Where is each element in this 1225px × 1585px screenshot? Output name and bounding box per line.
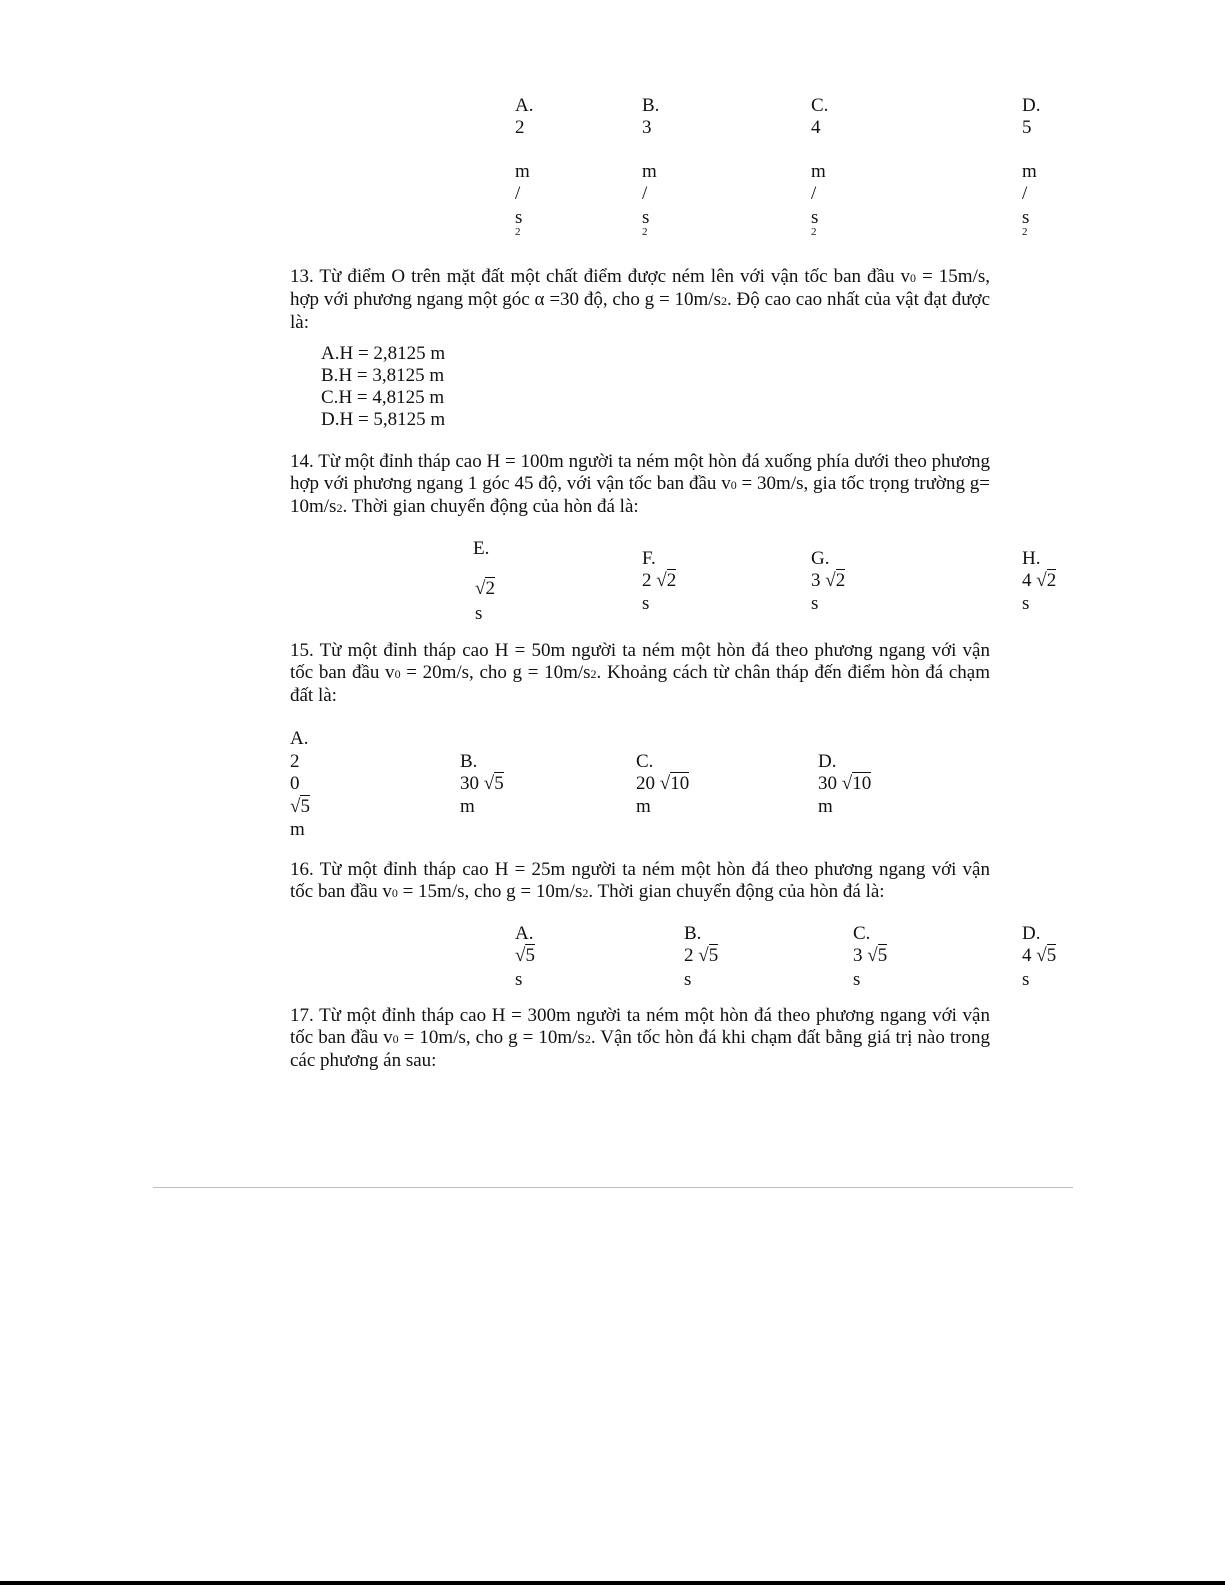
sqrt-icon: √	[1036, 570, 1047, 591]
page-divider	[153, 1187, 1073, 1188]
q13-option-c: C.H = 4,8125 m	[321, 387, 445, 408]
q14-e-letter: E.	[473, 538, 490, 559]
q14-h-value: 4 √2	[1022, 570, 1057, 591]
q16-b-value: 2 √5	[684, 945, 719, 966]
sqrt-icon: √	[656, 570, 667, 591]
q15-b-letter: B.	[460, 751, 478, 772]
q16-c-letter: C.	[853, 923, 871, 944]
q15-b-value: 30 √5	[460, 773, 504, 794]
q15-d-unit: m	[818, 796, 833, 817]
q12-a-unit-m: m	[515, 161, 530, 182]
q15-a-digit-1: 2	[290, 751, 300, 772]
q12-d-unit-m: m	[1022, 161, 1037, 182]
q14-e-unit: s	[475, 603, 483, 624]
q12-d-unit-s: s	[1022, 207, 1030, 228]
sqrt-icon: √	[515, 945, 526, 966]
q15-c-value: 20 √10	[636, 773, 690, 794]
q13-option-b: B.H = 3,8125 m	[321, 365, 445, 386]
sqrt-icon: √	[825, 570, 836, 591]
q12-c-letter: C.	[811, 95, 829, 116]
q12-a-unit-exp: 2	[515, 226, 521, 238]
q16-d-value: 4 √5	[1022, 945, 1057, 966]
sqrt-icon: √	[698, 945, 709, 966]
q15-c-unit: m	[636, 796, 651, 817]
q12-b-letter: B.	[642, 95, 660, 116]
q12-b-unit-slash: /	[642, 183, 648, 204]
q14-g-letter: G.	[811, 548, 830, 569]
page-bottom-border	[0, 1581, 1225, 1585]
q16-stem: 16. Từ một đỉnh tháp cao H = 25m người ta ném một hòn đá theo phương ngang với vận tốc ban đầu v0 = 15m/s, cho g = 10m/s2. Thời gian chuyển động của hòn đá là:	[290, 859, 990, 902]
q14-g-unit: s	[811, 593, 819, 614]
q12-d-unit-slash: /	[1022, 183, 1028, 204]
q12-d-unit-exp: 2	[1022, 226, 1028, 238]
q17-stem: 17. Từ một đỉnh tháp cao H = 300m người ta ném một hòn đá theo phương ngang với vận tốc ban đầu v0 = 10m/s, cho g = 10m/s2. Vận tốc hòn đá khi chạm đất bằng giá trị nào trong các phương án sau:	[290, 1005, 990, 1071]
sqrt-icon: √	[475, 578, 486, 599]
q14-e-value: √2	[475, 578, 495, 599]
q12-b-unit-m: m	[642, 161, 657, 182]
q12-d-value: 5	[1022, 117, 1032, 138]
q12-a-value: 2	[515, 117, 525, 138]
q14-stem: 14. Từ một đỉnh tháp cao H = 100m người ta ném một hòn đá xuống phía dưới theo phương hợp với phương ngang 1 góc 45 độ, với vận tốc ban đầu v0 = 30m/s, gia tốc trọng trường g= 10m/s2. Thời gian chuyển động của hòn đá là:	[290, 451, 990, 517]
q12-c-unit-exp: 2	[811, 226, 817, 238]
q14-f-unit: s	[642, 593, 650, 614]
q15-a-letter: A.	[290, 728, 309, 749]
sqrt-icon: √	[867, 945, 878, 966]
q15-a-root: √5	[290, 796, 310, 817]
q12-a-unit-s: s	[515, 207, 523, 228]
sqrt-icon: √	[290, 796, 301, 817]
q15-a-digit-2: 0	[290, 773, 300, 794]
q14-g-value: 3 √2	[811, 570, 846, 591]
q16-b-letter: B.	[684, 923, 702, 944]
q15-d-value: 30 √10	[818, 773, 872, 794]
q16-a-unit: s	[515, 969, 523, 990]
q14-f-value: 2 √2	[642, 570, 677, 591]
q12-b-unit-s: s	[642, 207, 650, 228]
q15-stem: 15. Từ một đỉnh tháp cao H = 50m người ta ném một hòn đá theo phương ngang với vận tốc ban đầu v0 = 20m/s, cho g = 10m/s2. Khoảng cách từ chân tháp đến điểm hòn đá chạm đất là:	[290, 640, 990, 706]
sqrt-icon: √	[841, 773, 853, 794]
q15-b-unit: m	[460, 796, 475, 817]
q14-h-unit: s	[1022, 593, 1030, 614]
q16-c-value: 3 √5	[853, 945, 888, 966]
q12-a-unit-slash: /	[515, 183, 521, 204]
q16-c-unit: s	[853, 969, 861, 990]
q16-d-unit: s	[1022, 969, 1030, 990]
q12-b-unit-exp: 2	[642, 226, 648, 238]
q14-f-letter: F.	[642, 548, 656, 569]
q13-stem: 13. Từ điểm O trên mặt đất một chất điểm được ném lên với vận tốc ban đầu v0 = 15m/s, hợp với phương ngang một góc α =30 độ, cho g = 10m/s2. Độ cao cao nhất của vật đạt được là:	[290, 266, 991, 333]
q12-b-value: 3	[642, 117, 652, 138]
q12-c-value: 4	[811, 117, 821, 138]
q16-a-value: √5	[515, 945, 535, 966]
q13-option-d: D.H = 5,8125 m	[321, 409, 446, 430]
q14-h-letter: H.	[1022, 548, 1041, 569]
q16-b-unit: s	[684, 969, 692, 990]
q16-d-letter: D.	[1022, 923, 1041, 944]
q12-c-unit-slash: /	[811, 183, 817, 204]
sqrt-icon: √	[483, 773, 495, 794]
q15-a-unit: m	[290, 819, 305, 840]
q12-c-unit-s: s	[811, 207, 819, 228]
sqrt-icon: √	[659, 773, 671, 794]
q13-option-a: A.H = 2,8125 m	[321, 343, 446, 364]
q15-d-letter: D.	[818, 751, 837, 772]
q16-a-letter: A.	[515, 923, 534, 944]
q12-c-unit-m: m	[811, 161, 826, 182]
q12-a-letter: A.	[515, 95, 534, 116]
sqrt-icon: √	[1036, 945, 1047, 966]
q15-c-letter: C.	[636, 751, 654, 772]
q12-d-letter: D.	[1022, 95, 1041, 116]
